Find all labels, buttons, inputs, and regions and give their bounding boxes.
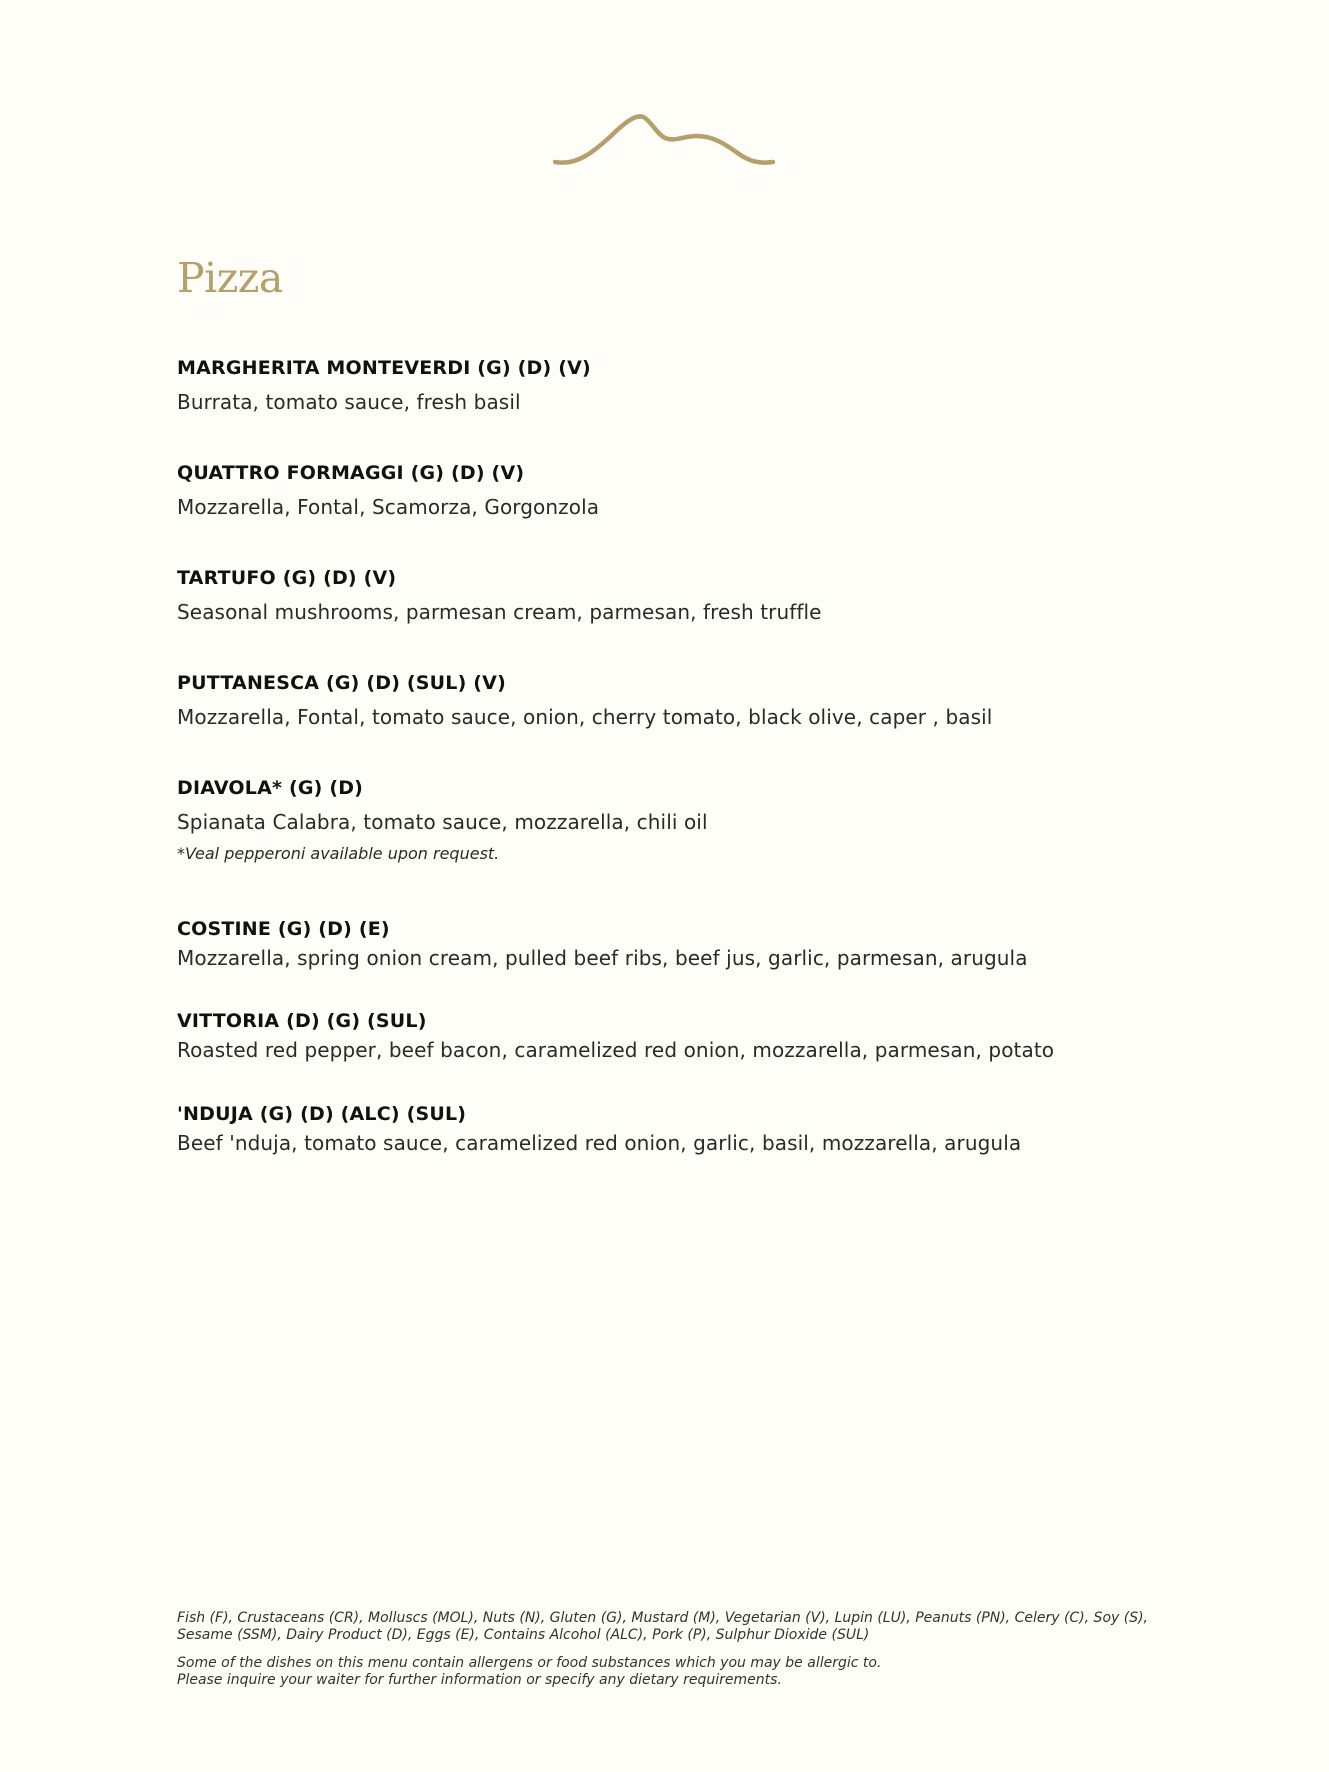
item-name: MARGHERITA MONTEVERDI (G) (D) (V) — [177, 357, 591, 379]
item-name: VITTORIA (D) (G) (SUL) — [177, 1010, 427, 1032]
item-description: Roasted red pepper, beef bacon, caramelized red onion, mozzarella, parmesan, potato — [177, 1038, 1055, 1062]
item-name: 'NDUJA (G) (D) (ALC) (SUL) — [177, 1103, 467, 1125]
allergen-key-line: Sesame (SSM), Dairy Product (D), Eggs (E), Contains Alcohol (ALC), Pork (P), Sulphur Dioxide (SUL) — [177, 1627, 870, 1643]
item-description: Mozzarella, Fontal, tomato sauce, onion, cherry tomato, black olive, caper , basil — [177, 705, 993, 729]
menu-item — [177, 916, 1177, 972]
disclaimer-line: Please inquire your waiter for further information or specify any dietary requirements. — [177, 1672, 782, 1688]
menu-item — [177, 565, 1177, 626]
menu-item — [177, 670, 1177, 731]
menu-item — [177, 775, 1177, 866]
allergen-key — [177, 1610, 1177, 1644]
allergen-disclaimer — [177, 1655, 1177, 1689]
item-description: Beef 'nduja, tomato sauce, caramelized red onion, garlic, basil, mozzarella, arugula — [177, 1131, 1022, 1155]
item-description: Seasonal mushrooms, parmesan cream, parmesan, fresh truffle — [177, 600, 822, 624]
item-name: TARTUFO (G) (D) (V) — [177, 567, 397, 589]
item-description: Mozzarella, spring onion cream, pulled beef ribs, beef jus, garlic, parmesan, arugula — [177, 946, 1028, 970]
item-description: Burrata, tomato sauce, fresh basil — [177, 390, 521, 414]
item-name: COSTINE (G) (D) (E) — [177, 918, 390, 940]
menu-item — [177, 355, 1177, 416]
menu-item — [177, 1008, 1177, 1064]
allergen-key-line: Fish (F), Crustaceans (CR), Molluscs (MOL), Nuts (N), Gluten (G), Mustard (M), Vegetarian (V), Lupin (LU), Peanuts (PN), Celery (C), Soy (S), — [177, 1610, 1149, 1626]
item-description: Mozzarella, Fontal, Scamorza, Gorgonzola — [177, 495, 600, 519]
menu-item — [177, 1101, 1177, 1157]
mountain-wave-logo-icon — [553, 108, 775, 174]
item-name: QUATTRO FORMAGGI (G) (D) (V) — [177, 462, 525, 484]
item-note: *Veal pepperoni available upon request. — [177, 844, 500, 863]
item-description: Spianata Calabra, tomato sauce, mozzarella, chili oil — [177, 810, 708, 834]
item-name: PUTTANESCA (G) (D) (SUL) (V) — [177, 672, 506, 694]
menu-item — [177, 460, 1177, 521]
disclaimer-line: Some of the dishes on this menu contain allergens or food substances which you may be allergic to. — [177, 1655, 882, 1671]
section-title: Pizza — [177, 254, 283, 302]
item-name: DIAVOLA* (G) (D) — [177, 777, 364, 799]
